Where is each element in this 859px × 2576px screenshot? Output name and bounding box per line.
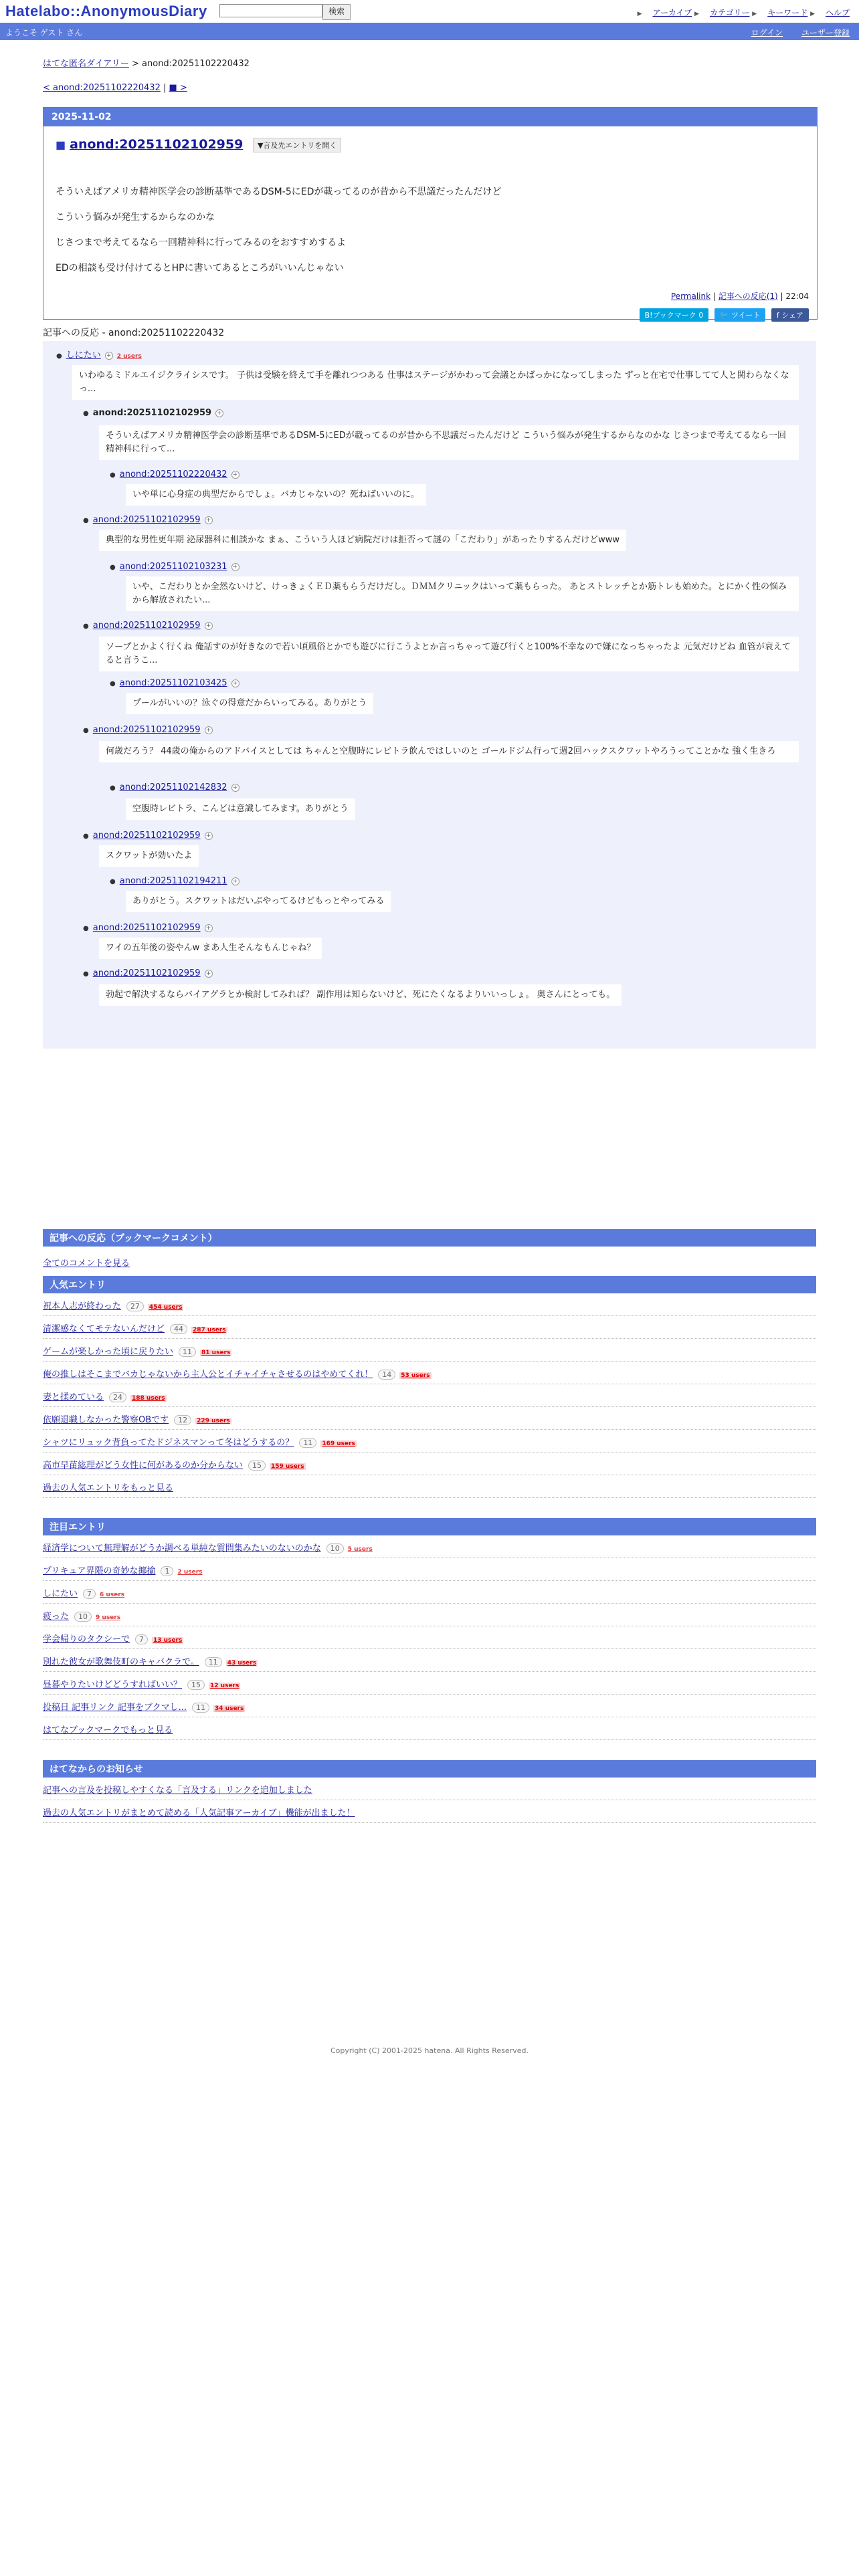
search-button[interactable]: 検索 (322, 4, 351, 20)
notice-item (43, 1778, 816, 1800)
bullet-icon: ● (83, 727, 89, 734)
bookmark-users-badge[interactable]: 43 users (227, 1660, 257, 1667)
attention-entry (43, 1649, 816, 1672)
entry-footer: Permalink | 記事への反応(1) | 22:04 (670, 291, 809, 301)
comment-count-bubble: 24 (109, 1392, 126, 1402)
popular-more (43, 1475, 816, 1498)
attention-more-link[interactable]: はてなブックマークでもっと見る (43, 1725, 173, 1735)
reaction-quote: ソープとかよく行くね 俺話すのが好きなので若い頃風俗とかでも遊びに行こうよとか言っちゃって遊び行くと100%不幸なので嫌になっちゃったよ 元気だけどね 血管が衰えてると言うこ... (99, 637, 799, 671)
bookmark-users-badge[interactable]: 169 users (322, 1440, 355, 1447)
page-nav (43, 83, 816, 93)
comment-count-bubble: 15 (248, 1461, 266, 1471)
entry-line: EDの相談も受け付けてるとHPに書いてあるところがいいんじゃない (56, 262, 344, 274)
comment-count-bubble: 10 (326, 1543, 344, 1553)
popular-entry (43, 1384, 816, 1407)
entry-link[interactable]: 経済学について無理解がどうか調べる単純な質問集みたいのないのかな (43, 1543, 321, 1553)
bookmark-users-badge[interactable]: 13 users (153, 1637, 183, 1644)
reaction-link[interactable]: anond:20251102102959 (92, 923, 201, 933)
entry-time: 22:04 (785, 291, 809, 301)
entry-link[interactable]: しにたい (43, 1589, 78, 1599)
reaction-quote: いや、こだわりとか全然ないけど、けっきょくＥＤ薬もらうだけだし。ＤＭＭクリニックはいって薬もらった。 あとストレッチとか筋トレも始めた。とにかく性の悩みから解放されたい... (126, 576, 799, 611)
entry-link[interactable]: プリキュア界隈の奇妙な揶揄 (43, 1566, 156, 1576)
expand-icon[interactable]: + (205, 726, 213, 734)
bookmark-users-badge[interactable]: 34 users (215, 1705, 244, 1712)
expand-icon[interactable]: + (205, 924, 213, 932)
top-links (638, 7, 850, 18)
permalink-link[interactable]: Permalink (670, 291, 711, 301)
popular-entry (43, 1407, 816, 1430)
comment-count-bubble: 44 (170, 1324, 187, 1334)
entry-link[interactable]: 投稿日 記事リンク 記事をブクマし... (43, 1703, 187, 1713)
popular-entry (43, 1293, 816, 1316)
pagenav-separator: | (163, 83, 167, 93)
reaction-item (110, 876, 240, 886)
notice-section (43, 1760, 816, 1823)
tweet-label: ツイート (731, 310, 761, 320)
reaction-item (56, 348, 142, 360)
bookmark-users-badge[interactable]: 5 users (347, 1546, 373, 1553)
comment-count-bubble: 27 (126, 1301, 144, 1311)
comment-count-bubble: 12 (174, 1415, 191, 1425)
entry-line: じさつまで考えてるなら一回精神科に行ってみるのをおすすめするよ (56, 237, 347, 248)
expand-icon[interactable]: + (215, 409, 223, 417)
comment-count-bubble: 11 (192, 1703, 209, 1713)
category-link[interactable]: カテゴリー (709, 8, 750, 17)
popular-entry (43, 1430, 816, 1453)
reaction-link[interactable]: anond:20251102102959 (92, 725, 201, 735)
bullet-icon: ● (110, 784, 116, 792)
expand-icon[interactable]: + (205, 832, 213, 840)
fb-share-label: シェア (781, 310, 803, 320)
bookmark-users-badge[interactable]: 229 users (197, 1418, 230, 1424)
reaction-quote: 典型的な男性更年期 泌尿器科に相談かな まぁ、こういう人ほど病院だけは拒否って謎の「こだわり」があったりするんだけどwww (99, 530, 626, 551)
bullet-icon: ● (83, 833, 89, 840)
entry-line: こういう悩みが発生するからなのかな (56, 211, 215, 223)
register-link[interactable]: ユーザー登録 (801, 28, 850, 37)
next-entry-link[interactable]: ■ > (169, 83, 187, 93)
bookmark-users-badge[interactable]: 2 users (116, 353, 142, 360)
entry-link[interactable]: シャツにリュック背負ってたドジネスマンって冬はどうするの？ (43, 1438, 294, 1448)
entry-body (43, 155, 817, 274)
comment-count-bubble: 11 (205, 1657, 222, 1667)
attention-title: 注目エントリ (43, 1518, 816, 1535)
bullet-icon: ● (110, 878, 116, 885)
reaction-quote: そういえばアメリカ精神医学会の診断基準であるDSM-5にEDが載ってるのが昔から不思議だったんだけど こういう悩みが発生するからなのかな じさつまで考えてるなら一回精神科に行って... (99, 425, 799, 460)
reaction-item (110, 678, 240, 688)
bullet-icon: ● (110, 564, 116, 571)
popular-entry (43, 1453, 816, 1475)
entry-link[interactable]: 祝本人志が終わった (43, 1301, 121, 1311)
attention-entry (43, 1535, 816, 1558)
breadcrumb-current: anond:20251102220432 (142, 59, 250, 69)
expand-icon[interactable]: + (231, 679, 240, 687)
entry-link[interactable]: 妻と揉めている (43, 1392, 104, 1402)
reaction-item (110, 562, 240, 572)
bookmark-users-badge[interactable]: 159 users (271, 1463, 304, 1470)
expand-icon[interactable]: + (205, 970, 213, 978)
notice-link[interactable]: 過去の人気エントリがまとめて読める「人気記事アーカイブ」機能が出ました！ (43, 1808, 355, 1818)
bullet-icon: ● (56, 352, 62, 360)
comment-count-bubble: 14 (378, 1370, 395, 1380)
breadcrumb-separator: > (131, 59, 139, 69)
reaction-item (83, 725, 213, 735)
reaction-link[interactable]: しにたい (66, 350, 101, 360)
bookmark-users-badge[interactable]: 6 users (100, 1592, 125, 1598)
bullet-icon: ● (83, 623, 89, 630)
comment-count-bubble: 7 (135, 1634, 148, 1644)
login-link[interactable]: ログイン (751, 28, 783, 37)
popular-section (43, 1276, 816, 1498)
entry-link[interactable]: 疲った (43, 1612, 70, 1622)
reaction-quote: 勃起で解決するならバイアグラとか検討してみれば？ 副作用は知らないけど、死にたくなるよりいいっしょ。 奥さんにとっても。 (99, 984, 622, 1006)
help-link[interactable]: ヘルプ (825, 8, 850, 17)
triangle-icon: ▶ (637, 11, 642, 17)
entry-box (43, 107, 818, 320)
bullet-icon: ● (110, 471, 116, 479)
reaction-item (83, 408, 223, 418)
bookmark-users-badge[interactable]: 12 users (210, 1683, 240, 1689)
expand-icon[interactable]: + (231, 563, 240, 571)
bookmark-comments-section (43, 1229, 816, 1269)
bullet-icon: ● (83, 925, 89, 932)
reaction-item (110, 469, 240, 479)
attention-entry (43, 1626, 816, 1649)
reaction-quote: いわゆるミドルエイジクライシスです。 子供は受験を終えて手を離れつつある 仕事はステージがかわって会議とかばっかになってしまった ずっと在宅で仕事してて人と関わらなくなっ... (72, 365, 799, 400)
reaction-quote: ワイの五年後の姿やんw まあ人生そんなもんじゃね？ (99, 938, 322, 959)
reaction-link[interactable]: anond:20251102220432 (119, 469, 227, 479)
triangle-icon: ▶ (752, 11, 757, 17)
breadcrumb-home-link[interactable]: はてな匿名ダイアリー (43, 59, 129, 69)
reaction-item (83, 515, 213, 525)
notice-item (43, 1800, 816, 1823)
reaction-link[interactable]: anond:20251102103425 (119, 678, 227, 688)
popular-entry (43, 1362, 816, 1384)
reaction-item (83, 621, 213, 631)
bookmark-users-badge[interactable]: 287 users (193, 1327, 226, 1333)
comment-count-bubble: 11 (299, 1438, 316, 1448)
bullet-icon: ● (83, 517, 89, 524)
bookmark-users-badge[interactable]: 53 users (401, 1372, 430, 1379)
comment-count-bubble: 11 (179, 1347, 196, 1357)
reactions-title: 記事への反応 - anond:20251102220432 (43, 326, 816, 342)
reaction-item (83, 923, 213, 933)
user-bar (0, 23, 859, 40)
reaction-item (83, 831, 213, 841)
entry-link[interactable]: 清潔感なくてモテないんだけど (43, 1324, 165, 1334)
comment-count-bubble: 15 (187, 1680, 205, 1690)
expand-icon[interactable]: + (205, 622, 213, 630)
entry-link[interactable]: 昼暮やりたいけどどうすればいい？ (43, 1680, 183, 1690)
triangle-icon: ▶ (810, 11, 815, 17)
entry-date: 2025-11-02 (43, 108, 817, 126)
bookmark-users-badge[interactable]: 9 users (96, 1614, 121, 1621)
bookmark-users-badge[interactable]: 2 users (177, 1569, 203, 1576)
expand-icon[interactable]: + (231, 784, 240, 792)
reaction-link[interactable]: anond:20251102102959 (92, 621, 201, 631)
keyword-link[interactable]: キーワード (767, 8, 808, 17)
twitter-icon: 🐦 (719, 310, 729, 320)
reaction-quote: いや単に心身症の典型だからでしょ。バカじゃないの？死ねばいいのに。 (126, 484, 426, 506)
open-mentions-button[interactable]: ▼言及先エントリを開く (253, 138, 341, 152)
bookmark-users-badge[interactable]: 454 users (149, 1304, 183, 1311)
breadcrumb (43, 56, 816, 69)
prev-entry-link[interactable]: < anond:20251102220432 (43, 83, 161, 93)
expand-icon[interactable]: + (205, 516, 213, 524)
expand-icon[interactable]: + (105, 352, 113, 360)
search-input[interactable] (219, 4, 322, 17)
reaction-item (110, 782, 240, 792)
bookmark-comments-title: 記事への反応（ブックマークコメント） (43, 1229, 816, 1247)
copyright: Copyright (C) 2001-2025 hatena. All Rights Reserved. (330, 2046, 529, 2055)
entry-link[interactable]: 依願退職しなかった警察OBです (43, 1415, 169, 1425)
bullet-icon: ● (83, 970, 89, 978)
reaction-quote: 空腹時レビトラ、こんどは意識してみます。ありがとう (126, 798, 355, 820)
expand-icon[interactable]: + (231, 471, 240, 479)
welcome-text: ようこそ ゲスト さん (5, 28, 83, 37)
bullet-icon: ● (83, 410, 89, 417)
entry-link[interactable]: 学会帰りのタクシーで (43, 1634, 130, 1644)
reactions-tree (43, 341, 816, 1049)
popular-title: 人気エントリ (43, 1276, 816, 1293)
bookmark-users-badge[interactable]: 81 users (201, 1350, 231, 1356)
popular-more-link[interactable]: 過去の人気エントリをもっと見る (43, 1483, 174, 1493)
reaction-link[interactable]: anond:20251102102959 (92, 968, 201, 978)
tweet-button[interactable] (714, 308, 766, 322)
reaction-link[interactable]: anond:20251102103231 (119, 562, 227, 572)
attention-section (43, 1518, 816, 1740)
comment-count-bubble: 10 (74, 1612, 92, 1622)
notice-title: はてなからのお知らせ (43, 1760, 816, 1778)
archive-link[interactable]: アーカイブ (652, 8, 692, 17)
entry-link[interactable]: 別れた彼女が歌舞伎町のキャバクラで。 (43, 1657, 199, 1667)
notice-link[interactable]: 記事への言及を投稿しやすくなる「言及する」リンクを追加しました (43, 1786, 312, 1796)
attention-entry (43, 1604, 816, 1626)
reaction-quote: ありがとう。スクワットはだいぶやってるけどもっとやってみる (126, 891, 391, 912)
entry-line: そういえばアメリカ精神医学会の診断基準であるDSM-5にEDが載ってるのが昔から不思議だったんだけど (56, 186, 502, 197)
entry-link[interactable]: ゲームが楽しかった頃に戻りたい (43, 1347, 174, 1357)
reactions-link[interactable]: 記事への反応(1) (718, 291, 778, 301)
entry-link[interactable]: 俺の推しはそこまでバカじゃないから主人公とイチャイチャさせるのはやめてくれ！ (43, 1370, 373, 1380)
triangle-icon: ▶ (694, 11, 699, 17)
reaction-link[interactable]: anond:20251102142832 (119, 782, 227, 792)
attention-entry (43, 1581, 816, 1604)
reaction-link[interactable]: anond:20251102102959 (92, 515, 201, 525)
top-header (0, 0, 859, 23)
comment-count-bubble: 1 (161, 1566, 173, 1576)
popular-entry (43, 1316, 816, 1339)
attention-entry (43, 1672, 816, 1695)
attention-entry (43, 1558, 816, 1581)
attention-more (43, 1717, 816, 1740)
reaction-current-label: anond:20251102102959 (92, 408, 212, 418)
reaction-quote: 何歳だろう？ 44歳の俺からのアドバイスとしては ちゃんと空腹時にレビトラ飲んではしいのと ゴールドジム行って週2回ハックスクワットやろうってことかな 強く生きろ (99, 741, 799, 762)
bookmark-users-badge[interactable]: 188 users (132, 1395, 165, 1402)
reaction-link[interactable]: anond:20251102102959 (92, 831, 201, 841)
expand-icon[interactable]: + (231, 877, 240, 885)
bullet-icon: ● (110, 680, 116, 687)
entry-link[interactable]: 高市早苗総理がどう女性に何があるのか分からない (43, 1461, 244, 1471)
reaction-quote: スクワットが効いたよ (99, 845, 199, 867)
facebook-share-button[interactable] (771, 308, 809, 322)
reaction-link[interactable]: anond:20251102194211 (119, 876, 227, 886)
square-icon: ■ (56, 138, 66, 151)
popular-entry (43, 1339, 816, 1362)
reaction-quote: プールがいいの？泳ぐの得意だからいってみる。ありがとう (126, 693, 373, 714)
all-comments-link[interactable]: 全てのコメントを見る (43, 1259, 130, 1269)
entry-title (43, 126, 817, 155)
reaction-item (83, 968, 213, 978)
site-logo[interactable]: Hatelabo::AnonymousDiary (5, 3, 207, 19)
attention-entry (43, 1695, 816, 1717)
entry-title-link[interactable]: anond:20251102102959 (70, 137, 244, 152)
facebook-icon: f (776, 310, 779, 320)
comment-count-bubble: 7 (83, 1589, 96, 1599)
hatena-bookmark-button[interactable]: B!ブックマーク 0 (640, 308, 709, 322)
